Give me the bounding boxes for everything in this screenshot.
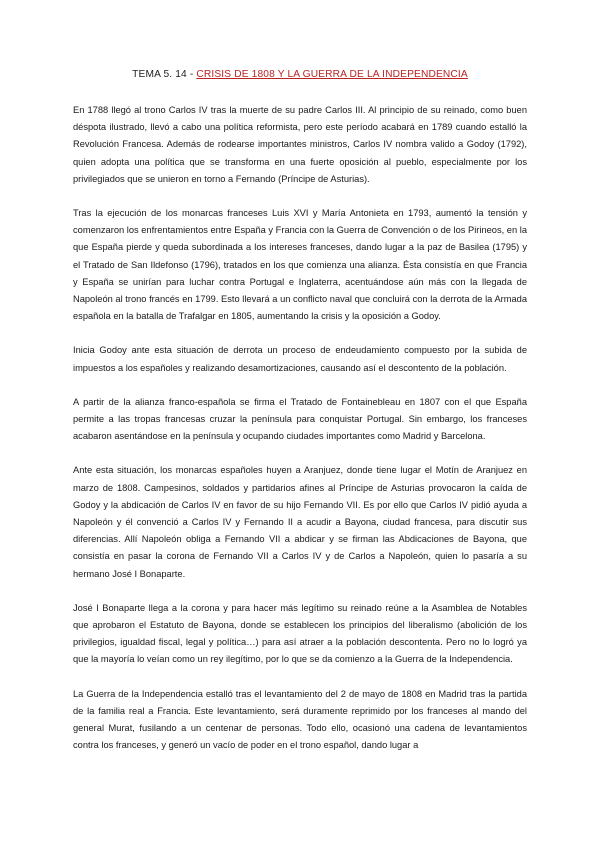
paragraph-3: Inicia Godoy ante esta situación de derrota un proceso de endeudamiento compuesto por la subida de impuestos a los españoles y realizando desamortizaciones, causando así el descontento de la población. <box>73 345 527 373</box>
title-prefix: TEMA 5. 14 - <box>132 69 197 80</box>
paragraph-2: Tras la ejecución de los monarcas franceses Luis XVI y María Antonieta en 1793, aumentó la tensión y comenzaron los enfrentamientos entre España y Francia con la Guerra de Convención o de los Pirineos, en la que España pierde y queda subordinada a los intereses franceses, dando lugar a la paz de Basilea (1795) y el Tratado de San Ildefonso (1796), tratados en los que comienza una alianza. Ésta consistía en que Francia y España se unirían para luchar contra Portugal e Inglaterra, acentuándose aún más con la llegada de Napoleón al trono francés en 1799. Esto llevará a un conflicto naval que concluirá con la derrota de la Armada española en la batalla de Trafalgar en 1805, aumentando la crisis y la oposición a Godoy. <box>73 208 527 322</box>
paragraph-5: Ante esta situación, los monarcas españoles huyen a Aranjuez, donde tiene lugar el Motín de Aranjuez en marzo de 1808. Campesinos, soldados y partidarios afines al Príncipe de Asturias provocaron la caída de Godoy y la abdicación de Carlos IV en favor de su hijo Fernando VII. Es por ello que Carlos IV pidió ayuda a Napoleón y él convenció a Carlos IV y Fernando II a acudir a Bayona, ciudad francesa, para discutir sus diferencias. Allí Napoleón obliga a Fernando VII a abdicar y se firman las Abdicaciones de Bayona, que consistía en pasar la corona de Fernando VII a Carlos IV y de Carlos a Napoleón, quien lo pasaría a su hermano José I Bonaparte. <box>73 465 527 579</box>
paragraph-4: A partir de la alianza franco-española se firma el Tratado de Fontainebleau en 1807 con el que España permite a las tropas francesas cruzar la península para conquistar Portugal. Sin embargo, los franceses acabaron asentándose en la península y ocupando ciudades importantes como Madrid y Barcelona. <box>73 396 527 442</box>
paragraph-1: En 1788 llegó al trono Carlos IV tras la muerte de su padre Carlos III. Al principio de su reinado, como buen déspota ilustrado, llevó a cabo una política reformista, pero este período acabará en 1789 cuando estalló la Revolución Francesa. Además de rodearse importantes ministros, Carlos IV nombra valido a Godoy (1792), quien adopta una política que se transforma en una fuerte oposición al pueblo, especialmente por los privilegiados que se unieron en torno a Fernando (Príncipe de Asturias). <box>73 105 527 184</box>
paragraph-6: José I Bonaparte llega a la corona y para hacer más legítimo su reinado reúne a la Asamblea de Notables que aprobaron el Estatuto de Bayona, donde se establecen los principios del liberalismo (abolición de los privilegios, igualdad fiscal, legal y política…) para así atraer a la población descontenta. Pero no lo logró ya que la mayoría lo veían como un rey ilegítimo, por lo que se da comienzo a la Guerra de la Independencia. <box>73 602 527 665</box>
page-title <box>73 68 527 82</box>
title-main: CRISIS DE 1808 Y LA GUERRA DE LA INDEPENDENCIA <box>196 69 468 80</box>
paragraph-7: La Guerra de la Independencia estalló tras el levantamiento del 2 de mayo de 1808 en Madrid tras la partida de la familia real a Francia. Este levantamiento, será duramente reprimido por los franceses al mando del general Murat, fusilando a un centenar de personas. Todo ello, ocasionó una cadena de levantamientos contra los franceses, y generó un vacío de poder en el trono español, dando lugar a <box>73 688 527 751</box>
